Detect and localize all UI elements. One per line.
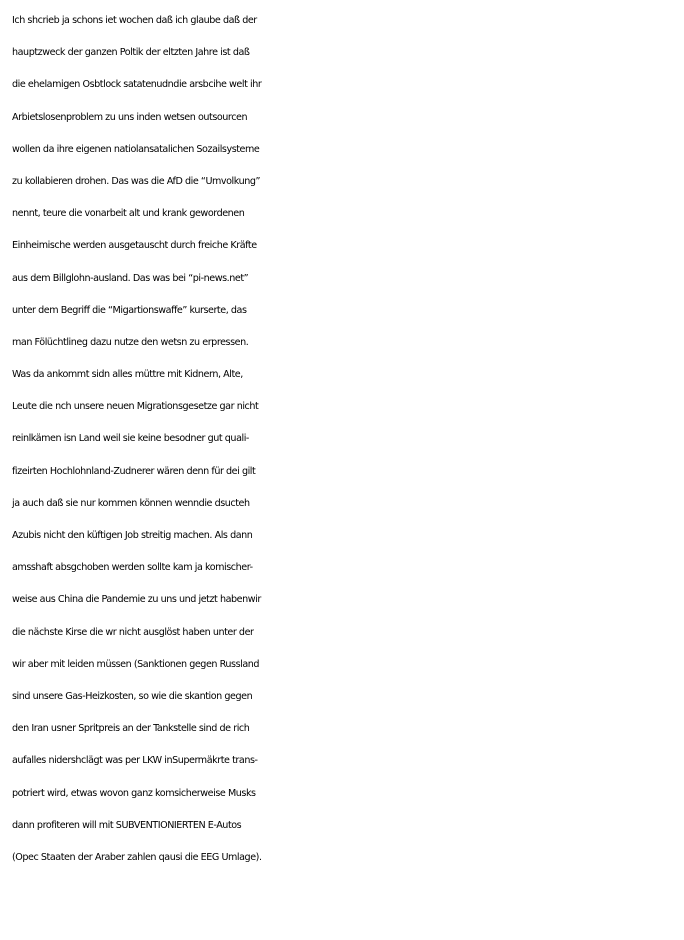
text-line-18: amsshaft absgchoben werden sollte kam ja komischer- (12, 562, 253, 574)
text-line-1: Ich shcrieb ja schons iet wochen daß ich glaube daß der (12, 15, 257, 26)
text-line-2: hauptzweck der ganzen Poltik der eltzten Jahre ist daß (12, 47, 250, 59)
text-line-20: die nächste Kirse die wr nicht ausglöst haben unter der (12, 626, 254, 638)
text-line-24: aufalles nidershclägt was per LKW inSupermäkrte trans- (12, 755, 258, 767)
text-line-4: Arbietslosenproblem zu uns inden wetsen outsourcen (12, 111, 248, 123)
text-line-9: aus dem Billglohn-ausland. Das was bei “pi-news.net” (12, 272, 249, 284)
text-line-14: reinlkämen isn Land weil sie keine besodner gut quali- (12, 433, 249, 445)
text-line-6: zu kollabieren drohen. Das was die AfD die “Umvolkung” (12, 175, 261, 187)
text-line-22: sind unsere Gas-Heizkosten, so wie die skantion gegen (12, 690, 253, 702)
text-line-21: wir aber mit leiden müssen (Sanktionen gegen Russland (12, 658, 260, 670)
text-line-12: Was da ankommt sidn alles müttre mit Kidnern, Alte, (12, 369, 243, 381)
text-line-19: weise aus China die Pandemie zu uns und jetzt habenwir (12, 594, 261, 606)
body-text (12, 5, 682, 874)
text-line-10: unter dem Begriff die “Migartionswaffe” kurserte, das (12, 304, 247, 316)
text-line-7: nennt, teure die vonarbeit alt und krank gewordenen (12, 208, 245, 220)
text-line-8: Einheimische werden ausgetauscht durch freiche Kräfte (12, 240, 257, 252)
text-line-11: man Fölüchtlineg dazu nutze den wetsn zu erpressen. (12, 336, 249, 348)
text-line-27: (Opec Staaten der Araber zahlen qausi die EEG Umlage). (12, 851, 262, 863)
text-line-23: den Iran usner Spritpreis an der Tankstelle sind de rich (12, 723, 250, 735)
text-line-16: ja auch daß sie nur kommen können wenndie dsucteh (12, 497, 250, 509)
text-line-5: wollen da ihre eigenen natiolansatalichen Sozailsysteme (12, 143, 260, 155)
text-line-15: fizeirten Hochlohnland-Zudnerer wären denn für dei gilt (12, 465, 256, 477)
text-line-17: Azubis nicht den küftigen Job streitig machen. Als dann (12, 530, 253, 541)
text-line-25: potriert wird, etwas wovon ganz komsicherweise Musks (12, 787, 256, 799)
text-line-26: dann profiteren will mit SUBVENTIONIERTEN E-Autos (12, 819, 242, 831)
text-line-3: die ehelamigen Osbtlock satatenudndie arsbcihe welt ihr (12, 79, 262, 91)
text-line-13: Leute die nch unsere neuen Migrationsgesetze gar nicht (12, 401, 259, 413)
